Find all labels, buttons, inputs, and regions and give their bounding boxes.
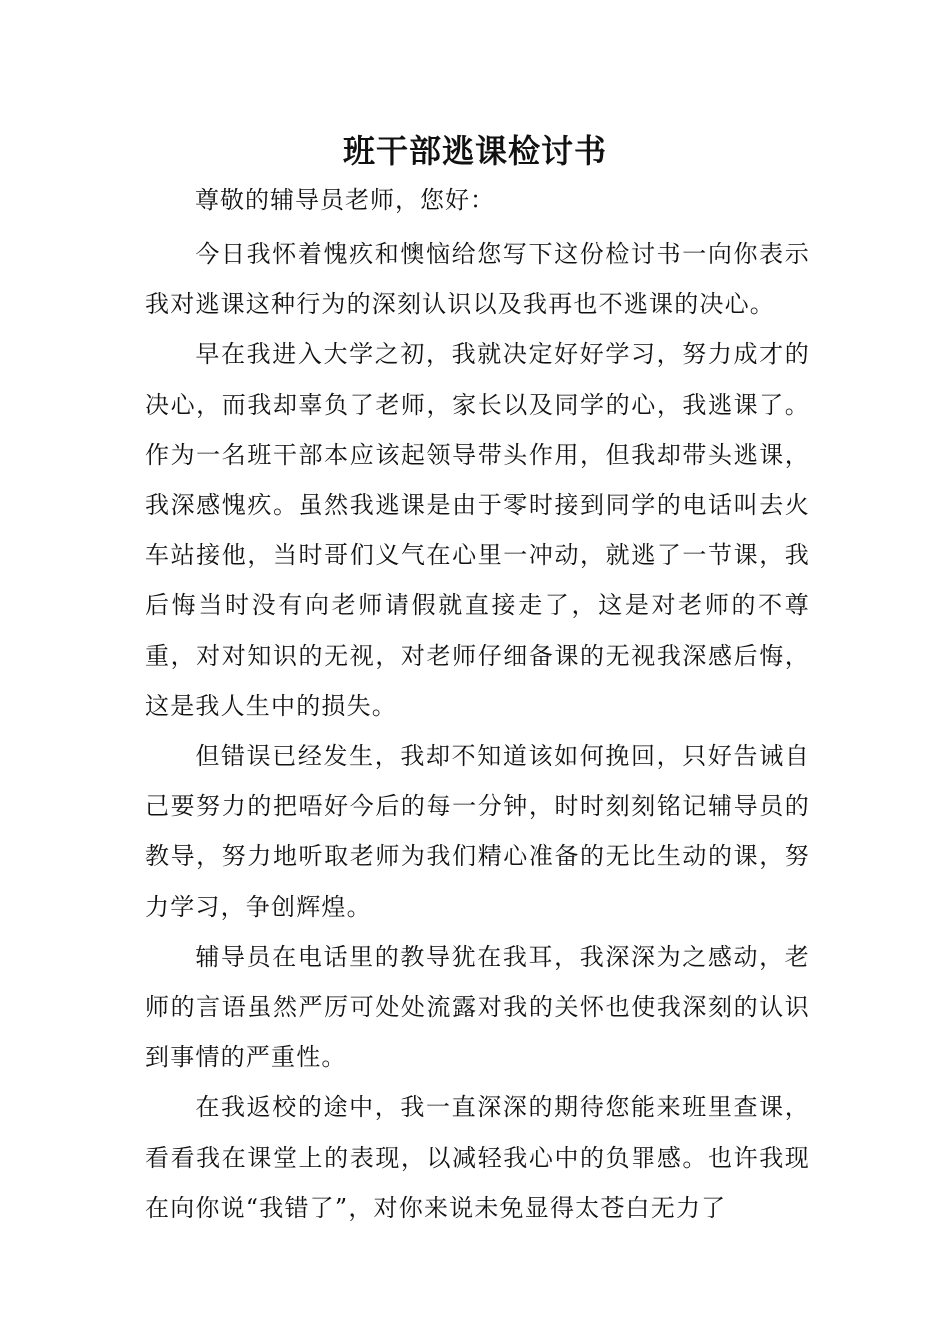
document-title: 班干部逃课检讨书: [342, 132, 607, 170]
paragraph: 早在我进入大学之初，我就决定好好学习，努力成才的决心，而我却辜负了老师，家长以及同学的心，我逃课了。作为一名班干部本应该起领导带头作用，但我却带头逃课，我深感愧疚。虽然我逃课是由于零时接到同学的电话叫去火车站接他，当时哥们义气在心里一冲动，就逃了一节课，我后悔当时没有向老师请假就直接走了，这是对老师的不尊重，对对知识的无视，对老师仔细备课的无视我深感后悔，这是我人生中的损失。: [145, 340, 810, 720]
paragraph: 在我返校的途中，我一直深深的期待您能来班里查课，看看我在课堂上的表现，以减轻我心中的负罪感。也许我现在向你说“我错了”，对你来说未免显得太苍白无力了: [145, 1093, 810, 1222]
salutation: 尊敬的辅导员老师，您好：: [195, 186, 495, 214]
document-body: [145, 229, 810, 1233]
paragraph: 但错误已经发生，我却不知道该如何挽回，只好告诫自己要努力的把唔好今后的每一分钟，时时刻刻铭记辅导员的教导，努力地听取老师为我们精心准备的无比生动的课，努力学习，争创辉煌。: [145, 742, 810, 921]
paragraph: 今日我怀着愧疚和懊恼给您写下这份检讨书一向你表示我对逃课这种行为的深刻认识以及我再也不逃课的决心。: [145, 240, 810, 319]
paragraph: 辅导员在电话里的教导犹在我耳，我深深为之感动，老师的言语虽然严厉可处处流露对我的关怀也使我深刻的认识到事情的严重性。: [145, 942, 810, 1072]
